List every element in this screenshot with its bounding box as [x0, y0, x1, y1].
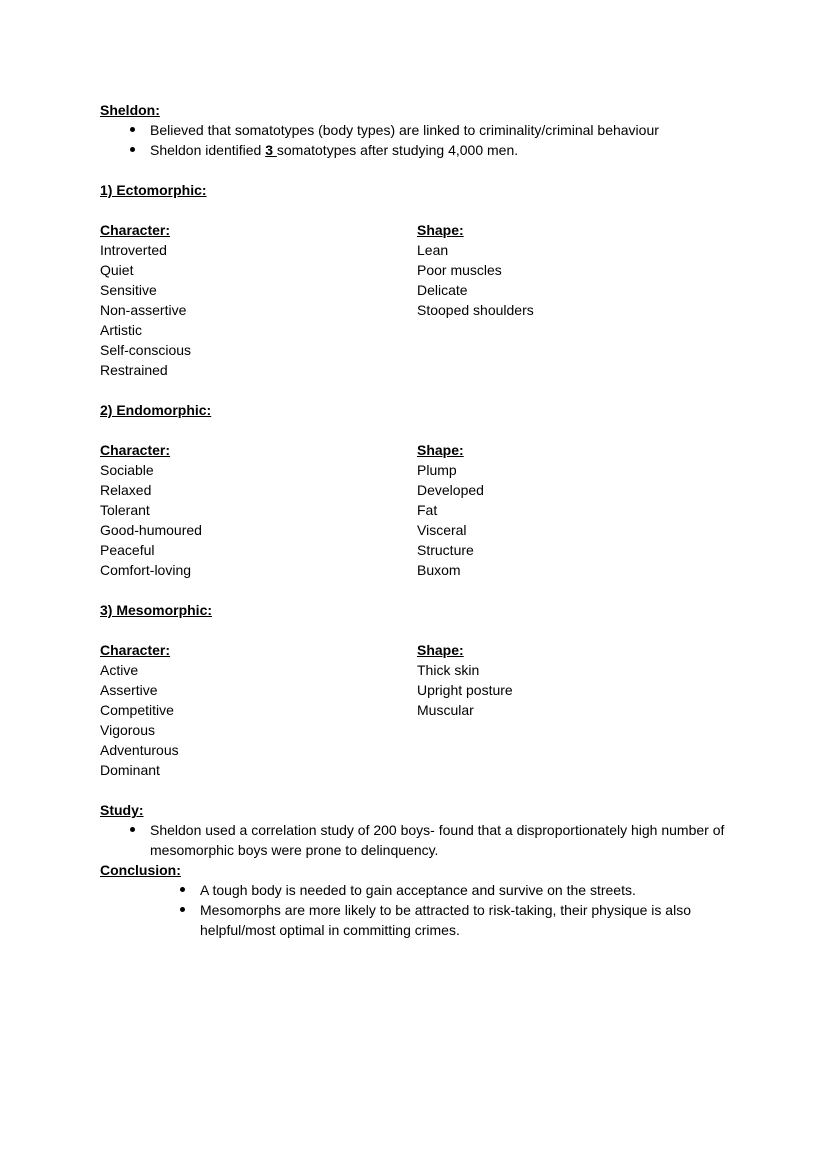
section-endomorphic: [100, 400, 728, 580]
conclusion-bullet-text: A tough body is needed to gain acceptance and survive on the streets.: [200, 882, 636, 898]
shape-item: Delicate: [417, 282, 468, 298]
study-bullet-text: Sheldon used a correlation study of 200 boys- found that a disproportionately high number of mesomorphic boys were prone to delinquency.: [150, 822, 725, 858]
character-item: Artistic: [100, 322, 142, 338]
shape-item: Muscular: [417, 702, 474, 718]
character-heading: Character:: [100, 222, 171, 238]
character-heading: Character:: [100, 642, 171, 658]
section-ectomorphic: [100, 180, 728, 380]
bullet-marker: [130, 827, 135, 832]
shape-item: Buxom: [417, 562, 461, 578]
character-item: Competitive: [100, 702, 174, 718]
shape-heading: Shape:: [417, 222, 464, 238]
character-item: Quiet: [100, 262, 134, 278]
shape-item: Visceral: [417, 522, 467, 538]
character-item: Dominant: [100, 762, 160, 778]
two-column-list: [100, 640, 728, 780]
section-mesomorphic: [100, 600, 728, 780]
character-item: Restrained: [100, 362, 168, 378]
shape-item: Thick skin: [417, 662, 480, 678]
study-bullet: [100, 820, 728, 860]
section-title: 2) Endomorphic:: [100, 402, 212, 418]
character-item: Assertive: [100, 682, 158, 698]
bullet-marker: [130, 147, 135, 152]
intro-bullet-text-pre: Sheldon identified: [150, 142, 266, 158]
section-title: 1) Ectomorphic:: [100, 182, 207, 198]
bullet-marker: [130, 127, 135, 132]
shape-heading: Shape:: [417, 442, 464, 458]
character-item: Active: [100, 662, 139, 678]
shape-item: Fat: [417, 502, 438, 518]
character-item: Non-assertive: [100, 302, 187, 318]
character-item: Sensitive: [100, 282, 157, 298]
shape-column: [417, 640, 728, 720]
character-heading: Character:: [100, 442, 171, 458]
intro-bullet: [100, 140, 728, 160]
section-title: 3) Mesomorphic:: [100, 602, 213, 618]
conclusion-bullet: [100, 900, 728, 940]
intro-bullet-text: Believed that somatotypes (body types) are linked to criminality/criminal behaviour: [150, 122, 659, 138]
character-item: Tolerant: [100, 502, 150, 518]
intro-bullet-number-emphasis: 3: [265, 142, 277, 158]
character-item: Sociable: [100, 462, 154, 478]
study-heading: Study:: [100, 802, 144, 818]
conclusion-bullet: [100, 880, 728, 900]
character-item: Relaxed: [100, 482, 152, 498]
character-item: Adventurous: [100, 742, 179, 758]
shape-item: Stooped shoulders: [417, 302, 534, 318]
shape-column: [417, 220, 728, 320]
intro-bullet-text-post: somatotypes after studying 4,000 men.: [276, 142, 519, 158]
two-column-list: [100, 220, 728, 380]
shape-item: Developed: [417, 482, 484, 498]
shape-item: Poor muscles: [417, 262, 502, 278]
character-column: [100, 440, 417, 580]
intro-bullet: [100, 120, 728, 140]
character-item: Comfort-loving: [100, 562, 192, 578]
bullet-marker: [180, 907, 185, 912]
heading-sheldon: Sheldon:: [100, 102, 160, 118]
shape-item: Plump: [417, 462, 457, 478]
shape-column: [417, 440, 728, 580]
character-item: Self-conscious: [100, 342, 192, 358]
conclusion-heading: Conclusion:: [100, 862, 181, 878]
intro-bullet-text: [150, 142, 518, 158]
shape-heading: Shape:: [417, 642, 464, 658]
character-column: [100, 220, 417, 380]
character-item: Introverted: [100, 242, 167, 258]
character-item: Vigorous: [100, 722, 156, 738]
shape-item: Structure: [417, 542, 474, 558]
character-item: Good-humoured: [100, 522, 202, 538]
shape-item: Upright posture: [417, 682, 513, 698]
bullet-marker: [180, 887, 185, 892]
character-item: Peaceful: [100, 542, 155, 558]
shape-item: Lean: [417, 242, 449, 258]
two-column-list: [100, 440, 728, 580]
conclusion-bullet-text: Mesomorphs are more likely to be attracted to risk-taking, their physique is also helpful/most optimal in committing crimes.: [200, 902, 691, 938]
character-column: [100, 640, 417, 780]
